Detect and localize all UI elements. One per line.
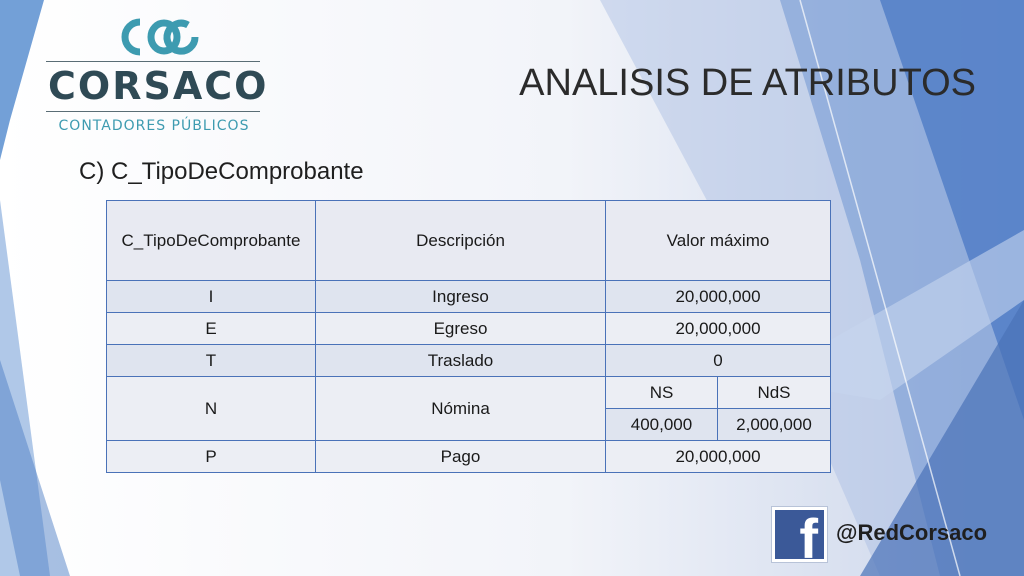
cell-description: Pago: [316, 441, 606, 473]
logo-name: CORSACO: [48, 64, 269, 108]
slide-subtitle: C) C_TipoDeComprobante: [79, 158, 364, 185]
facebook-icon[interactable]: [771, 506, 828, 563]
cell-code: E: [107, 313, 316, 345]
cell-code: P: [107, 441, 316, 473]
cell-subheader-nds: NdS: [718, 377, 831, 409]
slide-title: ANALISIS DE ATRIBUTOS: [519, 62, 976, 104]
facebook-icon-tile: [775, 510, 824, 559]
cell-description: Nómina: [316, 377, 606, 441]
table-header-row: [107, 201, 831, 281]
attributes-table: [106, 200, 831, 473]
cell-description: Egreso: [316, 313, 606, 345]
logo-rule-top: [46, 61, 260, 62]
cell-description: Ingreso: [316, 281, 606, 313]
cell-max-value: 20,000,000: [606, 441, 831, 473]
cell-code: I: [107, 281, 316, 313]
table-row: [107, 441, 831, 473]
cell-code: T: [107, 345, 316, 377]
facebook-f-glyph: f: [799, 510, 818, 559]
cell-max-value: 20,000,000: [606, 313, 831, 345]
cell-value-ns: 400,000: [606, 409, 718, 441]
logo-subtitle: CONTADORES PÚBLICOS: [58, 118, 250, 134]
header-max-value: Valor máximo: [606, 201, 831, 281]
cell-value-nds: 2,000,000: [718, 409, 831, 441]
table-row: [107, 345, 831, 377]
social-handle[interactable]: @RedCorsaco: [836, 520, 988, 545]
cell-subheader-ns: NS: [606, 377, 718, 409]
cell-description: Traslado: [316, 345, 606, 377]
cell-code: N: [107, 377, 316, 441]
header-description: Descripción: [316, 201, 606, 281]
header-code: C_TipoDeComprobante: [107, 201, 316, 281]
table-row: [107, 313, 831, 345]
logo-rule-bottom: [46, 111, 260, 112]
cell-max-value: 0: [606, 345, 831, 377]
table-row: [107, 281, 831, 313]
table-row: [107, 377, 831, 409]
cell-max-value: 20,000,000: [606, 281, 831, 313]
